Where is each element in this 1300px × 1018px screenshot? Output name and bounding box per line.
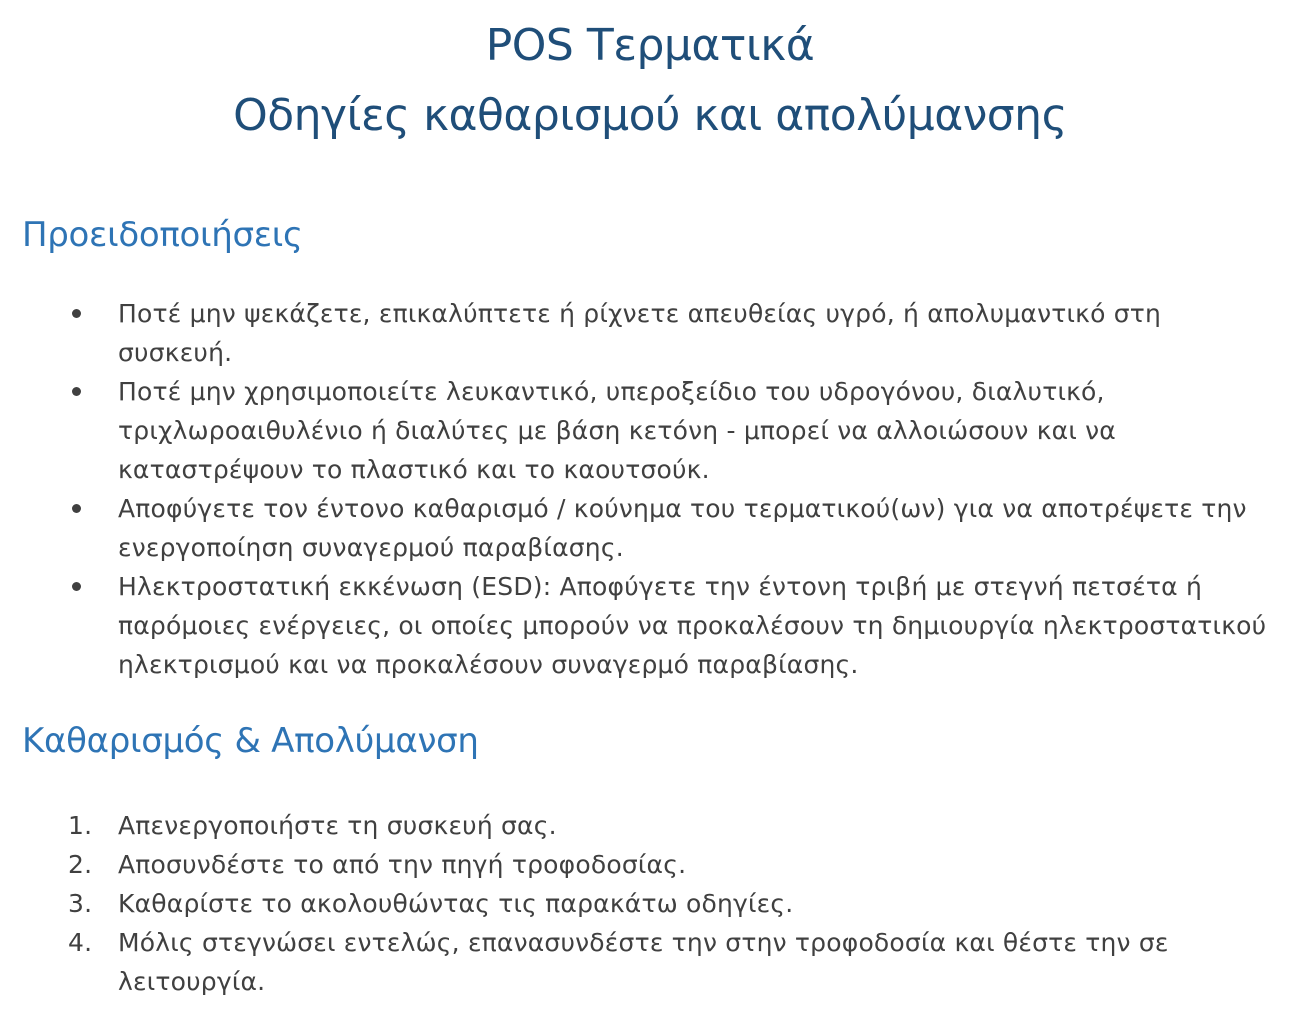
step-text: Απενεργοποιήστε τη συσκευή σας. xyxy=(118,811,557,840)
warning-text: Ποτέ μην χρησιμοποιείτε λευκαντικό, υπεροξείδιο του υδρογόνου, διαλυτικό, τριχλωροαιθυλένιο ή διαλύτες με βάση κετόνη - μπορεί να αλλοιώσουν και να καταστρέψουν το πλαστικό και το καουτσούκ. xyxy=(118,377,1116,484)
step-number: 1. xyxy=(68,811,93,840)
bullet-icon xyxy=(72,582,81,591)
cleaning-step xyxy=(0,806,1300,845)
warning-text: Αποφύγετε τον έντονο καθαρισμό / κούνημα του τερματικού(ων) για να αποτρέψετε την ενεργοποίηση συναγερμού παραβίασης. xyxy=(118,494,1247,562)
cleaning-step xyxy=(0,845,1300,884)
cleaning-heading: Καθαρισμός & Απολύμανση xyxy=(22,721,479,761)
step-text: Αποσυνδέστε το από την πηγή τροφοδοσίας. xyxy=(118,850,687,879)
document-title-line-1: POS Τερματικά xyxy=(485,20,815,71)
step-number: 2. xyxy=(68,850,93,879)
warning-item xyxy=(0,489,1300,567)
cleaning-steps-list xyxy=(0,806,1300,1001)
warning-item xyxy=(0,567,1300,684)
warning-item xyxy=(0,294,1300,372)
cleaning-step xyxy=(0,923,1300,1001)
step-number: 4. xyxy=(68,928,93,957)
bullet-icon xyxy=(72,387,81,396)
warning-item xyxy=(0,372,1300,489)
cleaning-step xyxy=(0,884,1300,923)
warning-text: Ηλεκτροστατική εκκένωση (ESD): Αποφύγετε την έντονη τριβή με στεγνή πετσέτα ή παρόμοιες ενέργειες, οι οποίες μπορούν να προκαλέσουν τη δημιουργία ηλεκτροστατικού ηλεκτρισμού και να προκαλέσουν συναγερμό παραβίασης. xyxy=(118,572,1267,679)
step-text: Μόλις στεγνώσει εντελώς, επανασυνδέστε την στην τροφοδοσία και θέστε την σε λειτουργία. xyxy=(118,928,1169,996)
bullet-icon xyxy=(72,309,81,318)
step-text: Καθαρίστε το ακολουθώντας τις παρακάτω οδηγίες. xyxy=(118,889,794,918)
step-number: 3. xyxy=(68,889,93,918)
warning-text: Ποτέ μην ψεκάζετε, επικαλύπτετε ή ρίχνετε απευθείας υγρό, ή απολυμαντικό στη συσκευή. xyxy=(118,299,1162,367)
warnings-heading: Προειδοποιήσεις xyxy=(22,215,303,255)
bullet-icon xyxy=(72,504,81,513)
warnings-list xyxy=(0,294,1300,684)
document-title-line-2: Οδηγίες καθαρισμού και απολύμανσης xyxy=(233,90,1067,141)
